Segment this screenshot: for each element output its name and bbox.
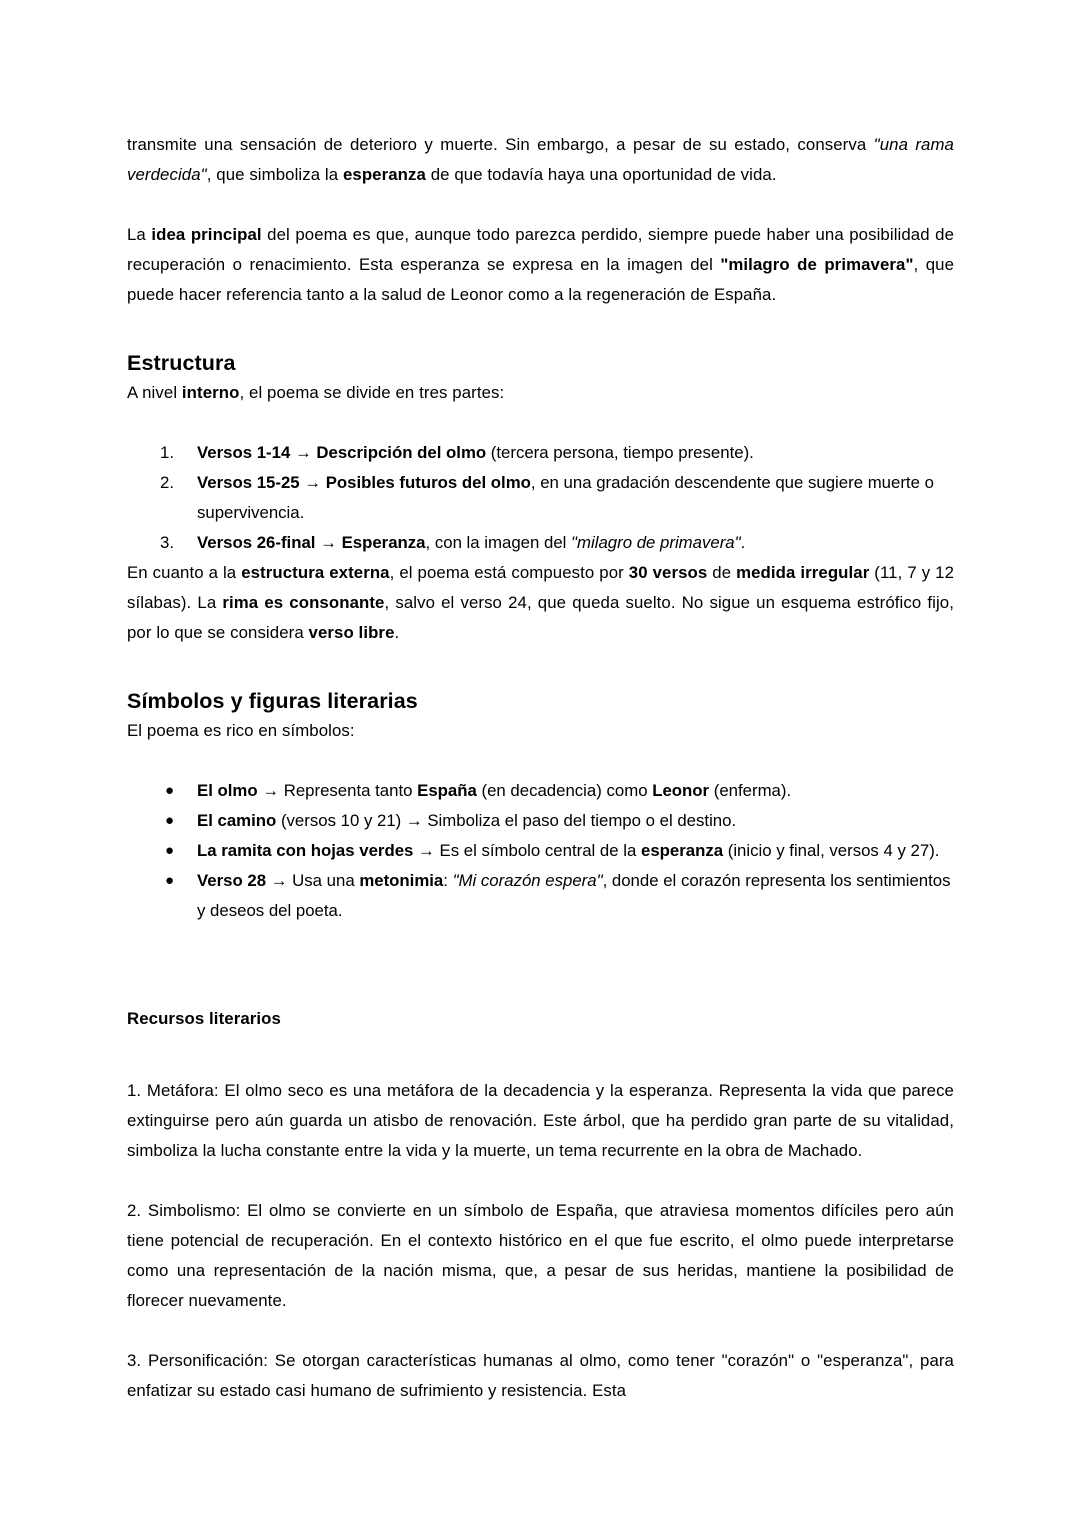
heading-gap (127, 1034, 954, 1076)
list-item-bold: Versos 15-25 → Posibles futuros del olmo (197, 473, 531, 492)
paragraph-nivel-interno (127, 378, 954, 408)
text-run: de que todavía haya una oportunidad de vida. (425, 165, 777, 184)
bold-estructura-externa: estructura externa (241, 563, 390, 582)
bullet-icon: ● (165, 872, 175, 889)
list-item-bold: España (417, 781, 477, 800)
bold-30-versos: 30 versos (628, 563, 708, 582)
bold-esperanza: esperanza (342, 165, 426, 184)
paragraph-metafora: 1. Metáfora: El olmo seco es una metáfora de la decadencia y la esperanza. Representa la vida que parece extinguirse pero aún guarda un atisbo de renovación. Este árbol, que ha perdido gran parte de su vitalidad, simboliza la lucha constante entre la vida y la muerte, un tema recurrente en la obra de Machado. (127, 1081, 954, 1160)
list-item-bold: El olmo (197, 781, 258, 800)
text-run: En cuanto a la (127, 563, 242, 582)
list-item-bold: Leonor (652, 781, 710, 800)
text-run: de (707, 563, 737, 582)
list-item (127, 438, 954, 468)
text-run: , que puede hacer referencia tanto a la salud de Leonor como a la regeneración de España. (127, 255, 955, 304)
list-item-bold: Versos 1-14 → Descripción del olmo (197, 443, 487, 462)
list-item-bold: metonimia (359, 871, 444, 890)
list-item-bold: La ramita con hojas verdes (197, 841, 414, 860)
list-item-text: (versos 10 y 21) → Simboliza el paso del tiempo o el destino. (276, 811, 737, 830)
text-run: A nivel (127, 383, 182, 402)
list-item-text: → Representa tanto (257, 781, 418, 800)
list-item-bold: El camino (197, 811, 277, 830)
list-item-tail: , donde el corazón representa los sentimientos y deseos del poeta. (197, 871, 951, 920)
list-item-tail: . (740, 533, 746, 552)
text-run: (11, 7 y 12 sílabas). La (127, 563, 954, 612)
paragraph-idea-principal (127, 220, 954, 310)
bullet-icon: ● (165, 842, 175, 859)
text-run: , el poema se divide en tres partes: (239, 383, 505, 402)
paragraph-simbolismo: 2. Simbolismo: El olmo se convierte en un símbolo de España, que atraviesa momentos difíciles pero aún tiene potencial de recuperación. En el contexto histórico en el que fue escrito, el olmo puede interpretarse como una representación de la nación misma, que, a pesar de sus heridas, mantiene la posibilidad de florecer nuevamente. (127, 1201, 954, 1310)
list-item (127, 866, 954, 926)
list-marker: 1. (160, 443, 174, 462)
text-run: La (127, 225, 152, 244)
paragraph-rico-simbolos: El poema es rico en símbolos: (127, 721, 355, 740)
bold-medida-irregular: medida irregular (736, 563, 870, 582)
list-item-text: → Usa una (266, 871, 360, 890)
paragraph-deterioro (127, 130, 954, 190)
quote-una-rama-verdecida: "una rama verdecida" (127, 135, 954, 184)
paragraph-estructura-externa (127, 558, 954, 648)
list-item (127, 468, 954, 528)
list-item (127, 836, 954, 866)
list-item (127, 806, 954, 836)
bullet-icon: ● (165, 782, 175, 799)
bold-verso-libre: verso libre (308, 623, 395, 642)
text-run: del poema es que, aunque todo parezca perdido, siempre puede haber una posibilidad de recuperación o renacimiento. Esta esperanza se expresa en la imagen del (127, 225, 955, 274)
list-item-text: (tercera persona, tiempo presente). (486, 443, 754, 462)
heading-estructura: Estructura (127, 351, 236, 375)
document-body (127, 130, 954, 1406)
simbolos-list (127, 776, 954, 926)
heading-simbolos-figuras: Símbolos y figuras literarias (127, 689, 418, 713)
list-item-text: (inicio y final, versos 4 y 27). (723, 841, 940, 860)
text-run: , salvo el verso 24, que queda suelto. No sigue un esquema estrófico fijo, por lo que se considera (127, 593, 954, 642)
list-item-tail: (enferma). (709, 781, 792, 800)
list-item (127, 776, 954, 806)
text-run: , el poema está compuesto por (389, 563, 629, 582)
bold-milagro-de-primavera: "milagro de primavera" (720, 255, 914, 274)
estructura-interna-list (127, 438, 954, 558)
list-marker: 3. (160, 533, 174, 552)
heading-recursos-literarios: Recursos literarios (127, 1009, 281, 1028)
list-item-text: , con la imagen del (425, 533, 572, 552)
bullet-icon: ● (165, 812, 175, 829)
list-item-text: , en una gradación descendente que sugiere muerte o supervivencia. (197, 473, 934, 522)
paragraph-personificacion: 3. Personificación: Se otorgan características humanas al olmo, como tener "corazón" o "esperanza", para enfatizar su estado casi humano de sufrimiento y resistencia. Esta (127, 1351, 954, 1400)
list-marker: 2. (160, 473, 174, 492)
bold-idea-principal: idea principal (151, 225, 262, 244)
list-item-text: (en decadencia) como (476, 781, 653, 800)
list-item-italic: "milagro de primavera" (571, 533, 741, 552)
bold-rima-consonante: rima es consonante (222, 593, 385, 612)
list-item-text: → Es el símbolo central de la (413, 841, 641, 860)
list-item-bold: Versos 26-final → Esperanza (197, 533, 426, 552)
text-run: . (394, 623, 400, 642)
text-run: transmite una sensación de deterioro y muerte. Sin embargo, a pesar de su estado, conserva (127, 135, 874, 154)
list-item-italic: "Mi corazón espera" (452, 871, 603, 890)
list-item-bold: Verso 28 (197, 871, 267, 890)
list-item-bold: esperanza (640, 841, 724, 860)
list-item (127, 528, 954, 558)
list-item-text: : (443, 871, 453, 890)
text-run: , que simboliza la (206, 165, 343, 184)
bold-interno: interno (181, 383, 240, 402)
section-gap (127, 926, 954, 1004)
